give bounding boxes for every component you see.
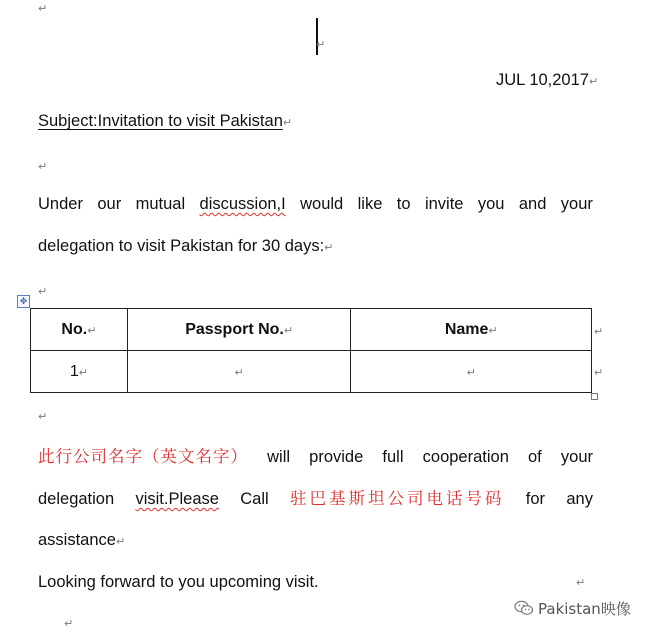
table-cell[interactable] [127, 351, 351, 393]
closing-line [38, 572, 319, 592]
word-spellcheck: visit.Please [135, 490, 219, 508]
word: any [566, 490, 593, 508]
table-cell[interactable] [31, 351, 128, 393]
word: would [300, 195, 344, 213]
word: for [525, 490, 546, 508]
paragraph-mark: ↵ [576, 576, 586, 589]
table-row [31, 351, 592, 393]
paragraph-mark: ↵ [283, 323, 294, 337]
header-label: No. [61, 320, 88, 338]
paragraph-mark: ↵ [78, 365, 88, 379]
paragraph-mark: ↵ [38, 2, 48, 15]
table-cell[interactable] [351, 351, 592, 393]
table-header-cell[interactable] [351, 309, 592, 351]
invitation-line-1 [38, 194, 593, 214]
paragraph-mark: ↵ [324, 241, 334, 254]
word: will [267, 448, 291, 466]
cooperation-line-3 [38, 530, 125, 552]
phone-number-placeholder: 驻巴基斯坦公司电话号码 [289, 489, 505, 508]
header-label: Name [444, 320, 489, 338]
paragraph-mark: ↵ [38, 160, 48, 173]
word: of [528, 448, 542, 466]
header-label: Passport No. [185, 320, 284, 338]
closing-text: Looking forward to you upcoming visit. [38, 573, 319, 591]
invitation-line-2 [38, 236, 333, 258]
word-spellcheck: discussion,I [199, 195, 286, 213]
word: provide [309, 448, 364, 466]
letter-date [496, 70, 598, 92]
word: and [518, 195, 547, 213]
word: your [560, 448, 593, 466]
delegation-table [30, 308, 592, 393]
subject-text: Subject:Invitation to visit Pakistan [38, 112, 283, 130]
word: Call [240, 490, 269, 508]
row-end-mark: ↵ [594, 325, 604, 338]
word: our [97, 195, 122, 213]
paragraph-mark: ↵ [38, 410, 48, 423]
paragraph-mark: ↵ [87, 323, 97, 337]
table-header-row [31, 309, 592, 351]
paragraph-mark: ↵ [115, 535, 126, 548]
wechat-icon [514, 600, 534, 616]
row-end-mark: ↵ [594, 366, 604, 379]
cooperation-line-2 [38, 489, 593, 509]
paragraph-mark: ↵ [234, 365, 244, 379]
cell-text: 1 [69, 362, 79, 380]
line-text: assistance [38, 531, 116, 549]
word: your [560, 195, 593, 213]
paragraph-mark: ↵ [488, 323, 498, 337]
paragraph-mark: ↵ [38, 285, 48, 298]
paragraph-mark: ↵ [316, 38, 326, 51]
watermark-text: Pakistan映像 [538, 600, 631, 618]
wechat-watermark [514, 598, 631, 619]
word: delegation [38, 490, 115, 508]
word: like [357, 195, 383, 213]
word: full [382, 448, 404, 466]
table-header-cell[interactable] [127, 309, 351, 351]
date-text: JUL 10,2017 [496, 71, 589, 89]
table-resize-handle[interactable] [591, 393, 598, 400]
word: mutual [135, 195, 186, 213]
company-name-placeholder: 此行公司名字（英文名字） [38, 447, 248, 466]
word: invite [424, 195, 464, 213]
word: you [477, 195, 505, 213]
table-move-handle-icon[interactable]: ✥ [17, 295, 30, 308]
word: Under [38, 195, 83, 213]
word: cooperation [422, 448, 509, 466]
paragraph-mark: ↵ [466, 365, 476, 379]
word: to [396, 195, 411, 213]
paragraph-mark: ↵ [588, 75, 599, 88]
line-text: delegation to visit Pakistan for 30 days: [38, 237, 325, 255]
paragraph-mark: ↵ [282, 116, 293, 129]
cooperation-line-1 [38, 447, 593, 467]
paragraph-mark: ↵ [64, 617, 74, 630]
table-header-cell[interactable] [31, 309, 128, 351]
letter-subject [38, 111, 292, 133]
